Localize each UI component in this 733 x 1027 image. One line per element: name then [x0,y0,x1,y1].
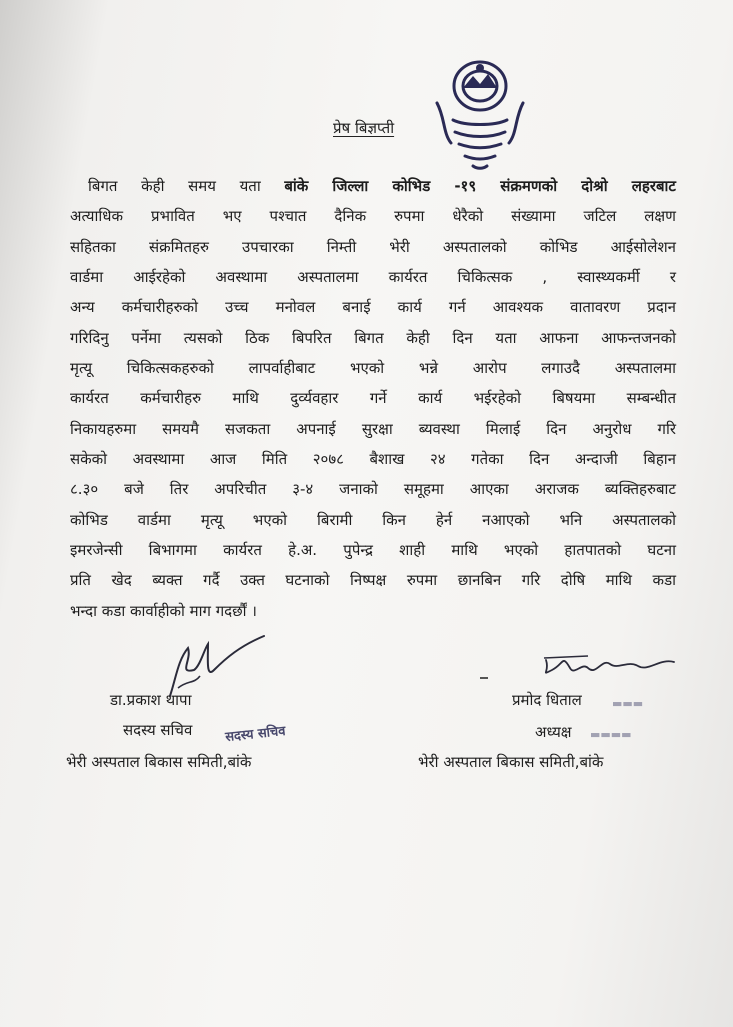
signatory-left-name: डा.प्रकाश थापा [110,691,192,709]
page-title: प्रेष बिज्ञप्ती [333,119,395,137]
body-line: मृत्यू चिकित्सकहरुको लापर्वाहीबाट भएको भन्ने आरोप लगाउदै अस्पतालमा [70,359,676,377]
body-line: निकायहरुमा समयमै सजकता अपनाई सुरक्षा ब्यवस्था मिलाई दिन अनुरोध गरि [70,420,676,438]
signatory-right-stamp: ▬▬▬ [612,697,644,710]
signatory-right-name: प्रमोद धिताल [512,691,582,709]
body-line: वार्डमा आईरहेको अवस्थामा अस्पतालमा कार्यरत चिकित्सक , स्वास्थ्यकर्मी र [70,268,676,286]
body-line: बिगत केही समय यता बांके जिल्ला कोभिड -१९ संक्रमणको दोश्रो लहरबाट [88,177,676,195]
body-line: सकेको अवस्थामा आज मिति २०७८ बैशाख २४ गतेका दिन अन्दाजी बिहान [70,450,676,468]
body-line: गरिदिनु पर्नेमा त्यसको ठिक बिपरित बिगत केही दिन यता आफना आफन्तजनको [70,329,676,347]
signatory-right-stamp-faint: ▬▬▬▬ [590,728,632,741]
body-line: अन्य कर्मचारीहरुको उच्च मनोवल बनाई कार्य गर्न आवश्यक वातावरण प्रदान [70,298,676,316]
signatory-left-stamp: सदस्य सचिव [224,723,287,746]
government-seal-icon [425,48,535,173]
signatory-left-role: सदस्य सचिव [123,721,193,739]
body-line: सहितका संक्रमितहरु उपचारका निम्ती भेरी अस्पतालको कोभिड आईसोलेशन [70,238,676,256]
signatory-left-org: भेरी अस्पताल बिकास समिती,बांके [66,753,252,771]
body-line: कार्यरत कर्मचारीहरु माथि दुर्व्यवहार गर्ने कार्य भईरहेको बिषयमा सम्बन्धीत [70,389,676,407]
body-line: ८.३० बजे तिर अपरिचीत ३-४ जनाको समूहमा आएका अराजक ब्यक्तिहरुबाट [70,480,676,498]
body-line: भन्दा कडा कार्वाहीको माग गदर्छौं । [70,602,257,620]
signatory-right-role: अध्यक्ष [535,723,572,741]
body-line: अत्याधिक प्रभावित भए पश्चात दैनिक रुपमा धेरैको संख्यामा जटिल लक्षण [70,207,676,225]
signature-right [478,648,678,688]
body-line: प्रति खेद ब्यक्त गर्दै उक्त घटनाको निष्पक्ष रुपमा छानबिन गरि दोषि माथि कडा [70,571,676,589]
body-line: इमरजेन्सी बिभागमा कार्यरत हे.अ. पुपेन्द्र शाही माथि भएको हातपातको घटना [70,541,676,559]
signatory-right-org: भेरी अस्पताल बिकास समिती,बांके [418,753,604,771]
body-line: कोभिड वार्डमा मृत्यू भएको बिरामी किन हेर्न नआएको भनि अस्पतालको [70,511,676,529]
